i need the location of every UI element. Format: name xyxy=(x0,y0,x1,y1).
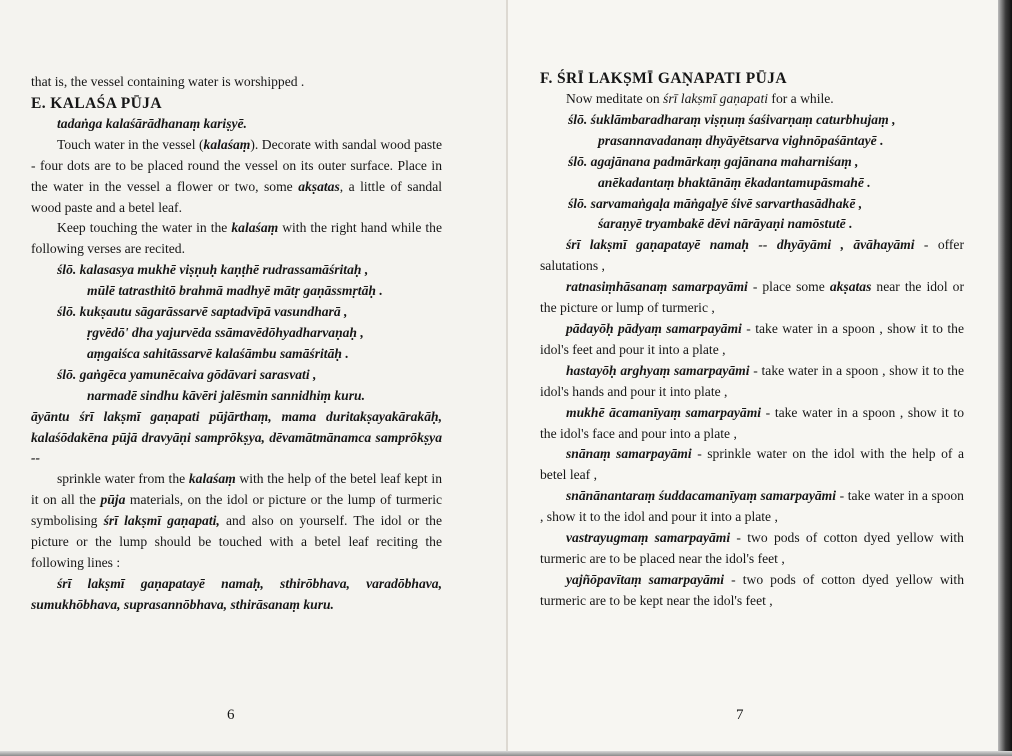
text-run: mukhē ācamanīyaṃ samarpayāmi xyxy=(566,404,762,420)
text-run: with the right hand while the following verses are recited. xyxy=(31,220,442,257)
text-run: for a while. xyxy=(768,91,834,106)
text-run: hastayōḥ arghyaṃ samarpayāmi xyxy=(566,362,750,378)
sankalpa-line: tadaṅga kalaśārādhanaṃ kariṣyē. xyxy=(57,115,247,131)
offering-item xyxy=(540,570,964,612)
text-run: - take water in a spoon , show it to the idol's feet and pour it into a plate , xyxy=(540,320,964,357)
offering-item xyxy=(540,528,964,570)
text-run: , a little of sandal wood paste and a betel leaf. xyxy=(31,178,443,215)
offering-item xyxy=(540,235,964,277)
offering-item xyxy=(540,444,964,486)
text-run: kalaśaṃ xyxy=(188,471,236,487)
verse-line: ślō. sarvamaṅgaḷa māṅgaḷyē śivē sarvarthasādhakē , xyxy=(568,195,863,211)
text-run: Touch water in the vessel ( xyxy=(57,136,204,152)
offering-item xyxy=(540,403,964,445)
text-run: yajñōpavītaṃ samarpayāmi xyxy=(566,571,725,587)
text-run: near the idol or the picture or lump of turmeric , xyxy=(540,279,964,316)
right-page xyxy=(506,0,1012,756)
text-run: - two pods of cotton dyed yellow with turmeric are to be kept near the idol's feet , xyxy=(540,571,964,608)
offering-item xyxy=(540,486,964,528)
offering-item xyxy=(540,319,964,361)
text-run: ratnasiṃhāsanaṃ samarpayāmi xyxy=(566,279,748,295)
scan-shadow-edge xyxy=(998,0,1012,756)
text-run: - place some xyxy=(747,279,830,295)
left-intro-line: that is, the vessel containing water is worshipped . xyxy=(31,74,305,89)
text-run: kalaśaṃ xyxy=(203,136,251,152)
sprinkle-paragraph xyxy=(31,469,442,574)
invocation-paragraph: āyāntu śrī lakṣmī gaṇapati pūjārthaṃ, mama duritakṣayakārakāḥ, kalaśōdakēna pūjā dravyāṇi samprōkṣya, dēvamātmānamca samprōkṣya -- xyxy=(31,408,442,466)
text-run: akṣatas xyxy=(298,178,340,194)
page-number-left: 6 xyxy=(227,707,235,723)
text-run: Now meditate on xyxy=(566,91,664,106)
right-page-text xyxy=(540,68,964,612)
verse-line: ślō. kalasasya mukhē viṣṇuḥ kaṇṭhē rudrassamāśritaḥ , xyxy=(57,262,369,278)
text-run: with the help of the betel leaf kept in it on all the xyxy=(31,471,442,508)
text-run: - take water in a spoon , show it to the idol and pour it into a plate , xyxy=(540,488,964,525)
text-run: vastrayugmaṃ samarpayāmi xyxy=(566,530,731,546)
section-f-heading: F. ŚRĪ LAKṢMĪ GAṆAPATI PŪJA xyxy=(540,70,787,87)
left-page-text xyxy=(31,72,442,616)
scan-bottom-edge xyxy=(0,751,1012,756)
text-run: pūja xyxy=(100,492,126,508)
section-e-heading: E. KALAŚA PŪJA xyxy=(31,94,162,112)
ganapati-verses xyxy=(540,110,964,235)
text-run: - two pods of cotton dyed yellow with turmeric are to be placed near the idol's feet , xyxy=(540,530,964,566)
verse-line: ślō. kukṣautu sāgarāssarvē saptadvīpā vasundharā , xyxy=(57,304,348,320)
offering-list xyxy=(540,235,964,611)
verse-line: aṃgaiśca sahitāssarvē kalaśāmbu samāśritāḥ . xyxy=(87,345,349,361)
offering-item xyxy=(540,361,964,403)
text-run: snānaṃ samarpayāmi xyxy=(566,446,692,462)
verse-line: śaraṇyē tryambakē dēvi nārāyaṇi namōstutē . xyxy=(598,216,853,232)
text-run: kalaśaṃ xyxy=(231,220,279,236)
text-run: śrī lakṣmī gaṇapatayē namaḥ -- dhyāyāmi , āvāhayāmi xyxy=(566,237,915,253)
offering-item xyxy=(540,277,964,319)
verse-line: prasannavadanaṃ dhyāyētsarva vighnōpaśāntayē . xyxy=(598,132,884,148)
text-run: akṣatas xyxy=(829,279,872,295)
text-run: Keep touching the water in the xyxy=(57,220,232,236)
text-run: materials, on the idol or picture or the lump of turmeric symbolising xyxy=(31,492,442,529)
text-run: śrī lakṣmī gaṇapati, xyxy=(103,513,220,529)
verse-line: ślō. agajānana padmārkaṃ gajānana maharniśaṃ , xyxy=(568,153,859,169)
text-run: sprinkle water from the xyxy=(57,471,189,487)
kalasa-instruction-paragraph xyxy=(31,135,442,219)
verse-line: ślō. gaṅgēca yamunēcaiva gōdāvari sarasvati , xyxy=(57,366,317,382)
verse-line: narmadē sindhu kāvēri jalēsmin sannidhiṃ kuru. xyxy=(87,387,365,403)
text-run: ). Decorate with sandal wood paste - four dots are to be placed round the vessel on its outer surface. Place in the water in the vessel a flower or two, some xyxy=(31,136,442,194)
text-run: śrī lakṣmī gaṇapati xyxy=(663,91,769,106)
text-run: - take water in a spoon , show it to the idol's hands and pour it into plate , xyxy=(540,362,964,399)
touch-water-paragraph xyxy=(31,218,442,260)
meditate-line xyxy=(540,89,964,110)
text-run: snānānantaraṃ śuddacamanīyaṃ samarpayāmi xyxy=(566,488,837,504)
text-run: - offer salutations , xyxy=(540,237,964,274)
verse-line: mūlē tatrasthitō brahmā madhyē mātṛ gaṇāssmṛtāḥ . xyxy=(87,283,383,299)
kalasa-verses xyxy=(31,260,442,406)
verse-line: ṛgvēdō' dha yajurvēda ssāmavēdōhyadharvaṇaḥ , xyxy=(87,324,364,340)
text-run: - take water in a spoon , show it to the idol's face and pour into a plate , xyxy=(540,404,964,441)
text-run: - sprinkle water on the idol with the help of a betel leaf , xyxy=(540,446,965,483)
closing-mantra: śrī lakṣmī gaṇapatayē namaḥ, sthirōbhava, varadōbhava, sumukhōbhava, suprasannōbhava, sthirāsanaṃ kuru. xyxy=(31,575,442,612)
verse-line: anēkadantaṃ bhaktānāṃ ēkadantamupāsmahē . xyxy=(598,174,871,190)
verse-line: ślō. śuklāmbaradharaṃ viṣṇuṃ śaśivarṇaṃ caturbhujaṃ , xyxy=(568,111,896,127)
text-run: pādayōḥ pādyaṃ samarpayāmi xyxy=(566,320,742,336)
page-number-right: 7 xyxy=(736,707,744,723)
text-run: and also on yourself. The idol or the picture or the lump should be touched with a betel leaf reciting the following lines : xyxy=(31,513,443,570)
